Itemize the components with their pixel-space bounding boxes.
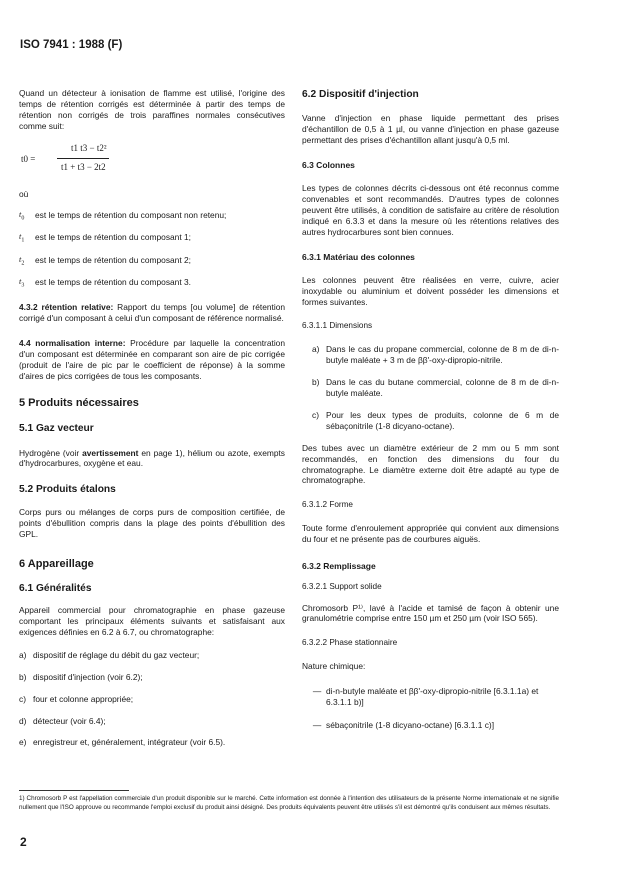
section-6-3-1-1-heading: 6.3.1.1 Dimensions (302, 321, 373, 331)
footnote-rule (19, 790, 129, 791)
formula-t0 (21, 141, 285, 181)
section-6-1-heading: 6.1 Généralités (19, 582, 92, 594)
section-6-heading: 6 Appareillage (19, 558, 94, 571)
tubes-paragraph: Des tubes avec un diamètre extérieur de 2 mm ou 5 mm sont recommandés, en fonction des dimensions du four du chromatographe. Le diamètre externe doit être adapté au type de chromatographe. (302, 442, 559, 486)
definition-t2 (19, 255, 285, 268)
paragraph-4-3-2: 4.3.2 rétention relative: Rapport du temps [ou volume] de rétention corrigé d'un composant à celui d'un composant de référence normalisé. (19, 302, 286, 324)
definition-text: est le temps de rétention du composant 1; (35, 232, 191, 243)
definition-symbol: $t_2$ (19, 254, 25, 267)
section-6-3-1-heading: 6.3.1 Matériau des colonnes (302, 251, 415, 262)
section-6-3-2-1-text: Chromosorb P¹⁾, lavé à l'acide et tamisé de façon à obtenir une granulométrie comprise entre 150 µm et 250 µm (voir ISO 565). (302, 602, 559, 624)
formula-lhs: t0 = (21, 153, 36, 164)
formula-numerator: t1 t3 − t2² (71, 142, 107, 153)
section-6-3-2-1-heading: 6.3.2.1 Support solide (302, 581, 382, 591)
page-header: ISO 7941 : 1988 (F) (20, 39, 123, 51)
section-6-3-1-2-text: Toute forme d'enroulement appropriée qui convient aux dimensions du four et ne présente pas de courbures aiguës. (302, 523, 559, 544)
definition-text: est le temps de rétention du composant 3. (35, 277, 191, 288)
section-6-3-1-text: Les colonnes peuvent être réalisées en verre, cuivre, acier inoxydable ou aluminium et doivent posséder les dimensions et formes suivantes. (302, 274, 559, 307)
dash-item: — sébaçonitrile (1-8 dicyano-octane) [6.3.1.1 c)] (312, 719, 495, 730)
page-number: 2 (20, 835, 27, 849)
list-item: c) four et colonne appropriée; (19, 693, 134, 704)
section-6-3-2-2-heading: 6.3.2.2 Phase stationnaire (302, 638, 398, 648)
definition-symbol: $t_1$ (19, 232, 25, 244)
section-5-2-text: Corps purs ou mélanges de corps purs de composition certifiée, de points d'ébullition compris dans la plage des points d'ébullition des GPL. (19, 506, 285, 539)
list-item: b) dispositif d'injection (voir 6.2); (19, 671, 143, 682)
definition-text: est le temps de rétention du composant 2; (35, 254, 191, 265)
definition-text: est le temps de rétention du composant non retenu; (35, 209, 227, 220)
paragraph-4-4: 4.4 normalisation interne: Procédure par laquelle la concentration d'un composant est déterminée en comparant son aire de pic corrigée (produit de l'aire de pic par le coefficient de réponse) à la somme d'aires de pics corrigées de tous les composants. (19, 338, 286, 382)
dimension-item: a) Dans le cas du propane commercial, colonne de 8 m de di-n-butyle maléate + 3 m de ββ'-oxy-dipropio-nitrile. (312, 344, 559, 366)
section-6-3-1-2-heading: 6.3.1.2 Forme (302, 500, 353, 510)
section-6-2-heading: 6.2 Dispositif d'injection (302, 89, 419, 100)
definition-symbol: $t_0$ (19, 209, 25, 222)
list-item: a) dispositif de réglage du débit du gaz vecteur; (19, 649, 200, 660)
list-item: e) enregistreur et, généralement, intégrateur (voir 6.5). (19, 737, 226, 748)
left-column (19, 88, 285, 759)
section-5-1-heading: 5.1 Gaz vecteur (19, 423, 94, 435)
ou-label: où (19, 188, 29, 199)
formula-fraction-bar (57, 158, 109, 159)
section-6-2-text: Vanne d'injection en phase liquide permettant des prises d'échantillon de 0,5 à 1 µl, ou vanne d'injection en phase gazeuse permettant des prises d'échantillon allant jusqu'à 0,5 ml. (302, 113, 559, 146)
section-5-2-heading: 5.2 Produits étalons (19, 484, 116, 496)
nature-label: Nature chimique: (302, 661, 366, 672)
definition-symbol: $t_3$ (19, 277, 25, 289)
formula-denominator: t1 + t3 − 2t2 (61, 161, 106, 172)
dash-item: — di-n-butyle maléate et ββ'-oxy-dipropio-nitrile [6.3.1.1a) et 6.3.1.1 b)] (312, 685, 539, 707)
section-6-3-2-heading: 6.3.2 Remplissage (302, 560, 376, 571)
definition-t0 (19, 210, 285, 223)
definition-t3 (19, 277, 285, 290)
section-6-3-text: Les types de colonnes décrits ci-dessous ont été reconnus comme convenables et sont recommandés. D'autres types de colonnes peuvent être utilisés, à condition de satisfaire au critère de résolution indiqué en 6.3.3 et dans la mesure où les rétentions relatives des autres hydrocarbures sont bien connues. (302, 183, 559, 237)
section-5-1-text: Hydrogène (voir avertissement en page 1), hélium ou azote, exempts d'hydrocarbures, oxygène et eau. (19, 447, 285, 469)
dimension-item: b) Dans le cas du butane commercial, colonne de 8 m de di-n-butyle maléate. (312, 376, 559, 398)
intro-paragraph: Quand un détecteur à ionisation de flamme est utilisé, l'origine des temps de rétention corrigés est déterminée à partir des temps de rétention non corrigés de trois paraffines normales consécutives comme suit: (19, 88, 285, 131)
dimension-item: c) Pour les deux types de produits, colonne de 6 m de sébaçonitrile (1-8 dicyano-octane). (312, 409, 559, 431)
section-6-1-text: Appareil commercial pour chromatographie en phase gazeuse comportant les principaux éléments suivants et satisfaisant aux exigences définies en 6.2 à 6.7, ou chromatographe: (19, 604, 285, 637)
section-6-3-heading: 6.3 Colonnes (302, 160, 355, 171)
footnote: 1) Chromosorb P est l'appellation commerciale d'un produit disponible sur le marché. Cette information est donnée à l'intention des utilisateurs de la présente Norme internationale et ne signifie nullement que l'ISO approuve ou recommande l'emploi exclusif du produit ainsi désigné. Des produits équivalents peuvent être utilisés s'il est démontré qu'ils conduisent aux mêmes résultats. (19, 795, 559, 811)
definition-t1 (19, 232, 285, 245)
list-item: d) détecteur (voir 6.4); (19, 715, 106, 726)
section-5-heading: 5 Produits nécessaires (19, 397, 139, 410)
right-column (302, 88, 559, 743)
